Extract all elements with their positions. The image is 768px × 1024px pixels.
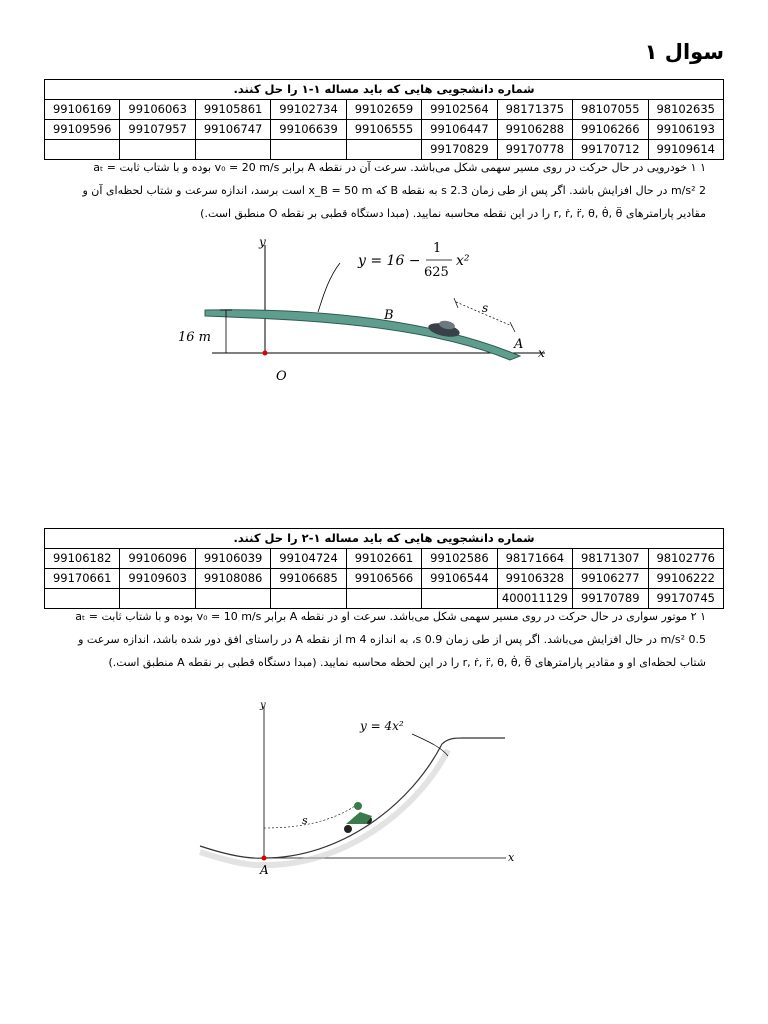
student-id-cell: 99106566 (346, 569, 421, 589)
road-surface (205, 310, 520, 360)
student-id-cell: 99106222 (648, 569, 724, 589)
student-id-cell: 99106193 (648, 120, 724, 140)
student-id-cell: 99102659 (346, 100, 421, 120)
table-row (45, 549, 724, 569)
student-id-cell: 99104724 (271, 549, 346, 569)
table-header: شماره دانشجویی هایی که باید مساله ۱-۲ را حل کنند. (45, 529, 724, 549)
student-id-cell: 99106747 (195, 120, 270, 140)
problem-text-1 (26, 156, 706, 225)
student-id-cell: 99170661 (45, 569, 120, 589)
student-id-cell: 99106096 (120, 549, 195, 569)
student-id-cell: 99170829 (422, 140, 497, 160)
student-id-cell: 98171307 (573, 549, 648, 569)
student-id-table-1 (44, 79, 724, 160)
x-axis-label: x (538, 346, 545, 360)
s-label: s (302, 814, 308, 827)
problem-line: ۱ ۱ خودرویی در حال حرکت در روی مسیر سهمی شکل می‌باشد. سرعت آن در نقطه A برابر v₀ = 20 m/s بوده و با شتاب ثابت = aₜ (93, 161, 706, 174)
problem-line: 2 m/s² در حال افزایش باشد. اگر پس از طی زمان 2.3 s به نقطه B که x_B = 50 m است برسد، اندازه سرعت و شتاب لحظه‌ای آن و (82, 184, 706, 197)
student-id-cell: 98102635 (648, 100, 724, 120)
student-id-cell: 99102564 (422, 100, 497, 120)
student-id-cell: 99105861 (195, 100, 270, 120)
student-id-cell: 99170778 (497, 140, 572, 160)
student-id-cell: 99106639 (271, 120, 346, 140)
y-axis-label: y (259, 235, 266, 249)
origin-point (263, 351, 268, 356)
student-id-cell: 99170745 (648, 589, 724, 609)
student-id-cell: 99108086 (195, 569, 270, 589)
student-id-cell: 99106182 (45, 549, 120, 569)
origin-label: O (276, 369, 287, 384)
student-id-cell: 98171664 (497, 549, 572, 569)
student-id-cell: 99107957 (120, 120, 195, 140)
table-row (45, 569, 724, 589)
student-id-cell: 99102734 (271, 100, 346, 120)
student-id-cell: 98102776 (648, 549, 724, 569)
student-id-cell: 99102586 (422, 549, 497, 569)
problem-line: شتاب لحظه‌ای او و مقادیر پارامترهای r, ṙ, r̈, θ, θ̇, θ̈ را در این لحظه محاسبه نمایید. (مبدا دستگاه قطبی بر نقطه A منطبق است.) (108, 656, 706, 669)
problem-line: 0.5 m/s² در حال افزایش می‌باشد. اگر پس از طی زمان 0.9 s، به اندازه 4 m از نقطه A در راستای افق دور شده باشد، اندازه سرعت و (78, 633, 706, 646)
equation-denominator: 625 (424, 265, 449, 280)
student-id-cell: 99106328 (497, 569, 572, 589)
student-id-cell: 99106266 (573, 120, 648, 140)
table-row (45, 120, 724, 140)
equation-leader (318, 263, 340, 312)
problem-text-2 (26, 605, 706, 674)
student-id-cell: 99170789 (573, 589, 648, 609)
point-b-label: B (384, 308, 394, 323)
student-id-cell: 99106555 (346, 120, 421, 140)
student-id-cell: 99102661 (346, 549, 421, 569)
point-a-label: A (514, 337, 524, 352)
equation: y = 4x² (360, 719, 404, 733)
student-id-cell: 99106277 (573, 569, 648, 589)
equation-numerator: 1 (433, 241, 442, 256)
student-id-cell: 98171375 (497, 100, 572, 120)
motorcycle-icon (344, 802, 372, 833)
problem-line: ۱ ۲ موتور سواری در حال حرکت در روی مسیر سهمی شکل می‌باشد. سرعت او در نقطه A برابر v₀ = 10 m/s بوده و با شتاب ثابت = aₜ (75, 610, 706, 623)
student-id-table-2 (44, 528, 724, 609)
equation-rhs: x² (456, 253, 470, 269)
student-id-cell: 99170712 (573, 140, 648, 160)
x-axis-label: x (508, 851, 515, 864)
point-a-label: A (260, 863, 269, 877)
s-label: s (482, 301, 489, 315)
point-a (262, 856, 267, 861)
y-axis-label: y (260, 700, 266, 711)
equation-lhs: y = 16 − (358, 253, 421, 269)
figure-motorcycle-parabola (190, 696, 530, 886)
student-id-cell: 99106039 (195, 549, 270, 569)
student-id-cell: 98107055 (573, 100, 648, 120)
s-dimension (264, 806, 355, 828)
student-id-cell: 99106169 (45, 100, 120, 120)
student-id-cell: 99109614 (648, 140, 724, 160)
table-header: شماره دانشجویی هایی که باید مساله ۱-۱ را حل کنند. (45, 80, 724, 100)
student-id-cell: 99109596 (45, 120, 120, 140)
table-row (45, 100, 724, 120)
student-id-cell: 99106447 (422, 120, 497, 140)
problem-line: مقادیر پارامترهای r, ṙ, r̈, θ, θ̇, θ̈ را در این نقطه محاسبه نمایید. (مبدا دستگاه قطبی بر نقطه O منطبق است.) (200, 207, 706, 220)
equation-leader (412, 734, 448, 756)
figure-car-parabola (160, 230, 560, 390)
student-id-cell: 99109603 (120, 569, 195, 589)
height-label: 16 m (178, 330, 212, 345)
student-id-cell: 99106544 (422, 569, 497, 589)
student-id-cell: 400011129 (497, 589, 572, 609)
question-title: سوال ۱ (644, 40, 724, 64)
student-id-cell: 99106685 (271, 569, 346, 589)
student-id-cell: 99106288 (497, 120, 572, 140)
student-id-cell: 99106063 (120, 100, 195, 120)
